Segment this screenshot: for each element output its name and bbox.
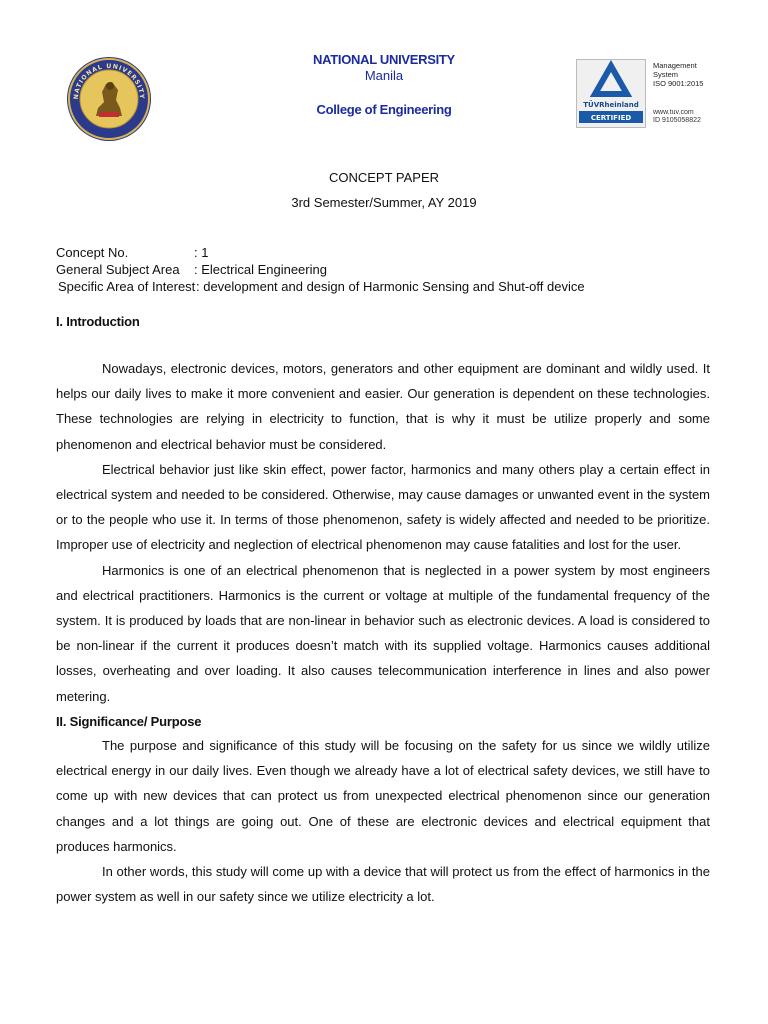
tuv-logo-box [576,59,646,128]
cert-id-label: www.tuv.com ID 9105058822 [653,109,701,124]
subject-value: : Electrical Engineering [194,262,327,277]
college-name: College of Engineering [316,102,452,117]
intro-paragraph-1: Nowadays, electronic devices, motors, generators and other equipment are dominant and wildly used. It helps our daily lives to make it more convenient and easier. Our generation is dependent on these technologies. These technologies are relying in electricity to function, that is why it must be utilize properly and some phenomenon and electrical behavior must be considered. [56,361,710,452]
intro-body [56,356,710,709]
significance-paragraph-2: In other words, this study will come up with a device that will protect us from the effect of harmonics in the power system as well in our safety since we utilize electricity a lot. [56,864,710,905]
university-name: NATIONAL UNIVERSITY [313,52,455,67]
concept-no-value: : 1 [194,245,209,260]
university-city: Manila [364,68,404,83]
specific-label: Specific Area of Interest [58,279,196,294]
significance-paragraph-1: The purpose and significance of this study will be focusing on the safety for us since we wildly utilize electrical energy in our daily lives. Even though we already have a lot of electrical safety devices, we still have to come up with new devices that can protect us from unexpected electrical phenomenon since our generation changes and a lot things are going out. One of these are electronic devices and electrical equipment that produces harmonics. [56,738,710,854]
specific-value: : development and design of Harmonic Sensing and Shut-off device [196,279,585,294]
significance-heading: II. Significance/ Purpose [56,714,202,729]
management-system-label: Management System ISO 9001:2015 [653,61,704,88]
intro-paragraph-3: Harmonics is one of an electrical phenomenon that is neglected in a power system by most engineers and electrical practitioners. Harmonics is the current or voltage at multiple of the fundamental frequency of the system. It is produced by loads that are non-linear in behavior such as electronic devices. A load is considered to be non-linear if the current it produces doesn’t match with its supplied voltage. Harmonics causes additional losses, overheating and over loading. It also causes telecommunication interference in lines and also power metering. [56,562,710,704]
intro-paragraph-2: Electrical behavior just like skin effect, power factor, harmonics and many others play a certain effect in electrical system and needed to be considered. Otherwise, may cause damages or unwanted event in the system or to the people who use it. In terms of those phenomenon, safety is widely affected and needed to be prioritize. Improper use of electricity and neglection of electrical phenomenon may cause fatalities and lost for the user. [56,461,710,553]
svg-text:TÜVRheinland: TÜVRheinland [583,101,639,109]
svg-text:CERTIFIED: CERTIFIED [590,114,632,122]
intro-heading: I. Introduction [56,314,140,329]
concept-no-label: Concept No. [56,245,129,260]
subject-label: General Subject Area [56,262,180,277]
semester-line: 3rd Semester/Summer, AY 2019 [291,195,477,210]
significance-body [56,733,710,909]
document-title: CONCEPT PAPER [328,170,440,185]
iso-certification-badge [576,59,712,128]
svg-text:NATIONAL UNIVERSITY: NATIONAL UNIVERSITY [72,62,146,100]
